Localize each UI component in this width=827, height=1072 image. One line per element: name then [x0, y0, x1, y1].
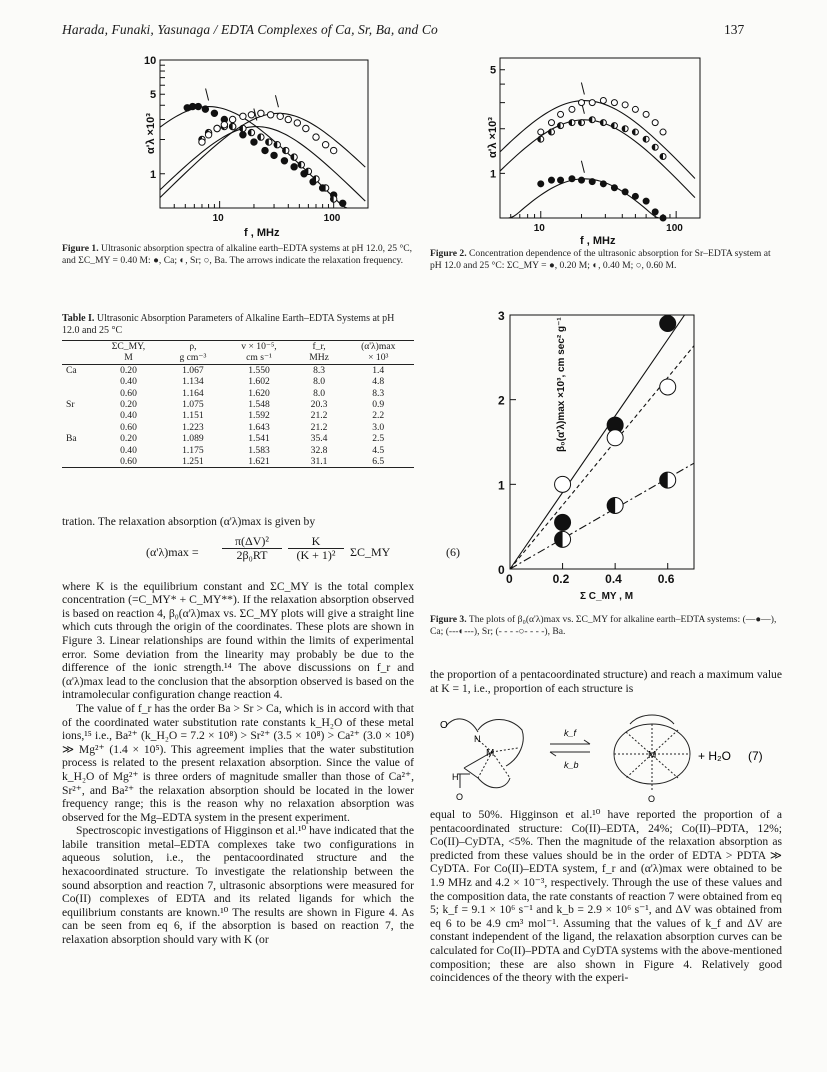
- figure-1-plot: [120, 52, 380, 242]
- figure-1-point-ba: [229, 116, 235, 122]
- equation-7: [430, 708, 782, 804]
- eq6-k-denominator: (K + 1)²: [296, 548, 336, 563]
- figure-3-point-sr-half: [607, 498, 615, 514]
- figure-1-y-tick-label: 5: [150, 89, 157, 102]
- figure-1-y-tick-label: 10: [144, 55, 157, 67]
- table-cell: 8.0: [313, 376, 326, 388]
- figure-2-point-0: [652, 209, 658, 215]
- table-1-title-text: Ultrasonic Absorption Parameters of Alkaline Earth–EDTA Systems at pH 12.0 and 25 °C: [62, 313, 395, 336]
- table-cell: 2.5: [372, 433, 385, 445]
- table-1-header-cell: v × 10⁻⁵,: [222, 341, 295, 353]
- figure-3-point-sr-half: [660, 472, 668, 488]
- figure-1-y-axis-label: α'λ ×10³: [145, 113, 157, 154]
- figure-2-point-0: [643, 198, 649, 204]
- eq6-number: (6): [446, 544, 460, 559]
- figure-3-y-tick-label: 2: [498, 393, 505, 408]
- paragraph-3: Spectroscopic investigations of Higginson et al.¹⁰ have indicated that the labile transition metal–EDTA complexes take two configurations in aqueous solution, i.e., the pentacoordinated structure and the hexacoordinated structure. To investigate the relationship between the sound absorption and reaction 7, ultrasonic absorptions were measured for Co(II) complexes of EDTA and its related ligands for which the equilibrium constants are known.¹⁰ The results are shown in Figure 4. As can be seen from eq 6, if the absorption is based on reaction 7, the relaxation absorption should vary with K (or: [62, 824, 414, 947]
- eq7-kb: k_b: [564, 760, 579, 770]
- table-cell: 4.5: [372, 444, 385, 456]
- eq7-m-right: M: [648, 750, 657, 761]
- table-cell: [62, 445, 94, 456]
- figure-2-point-0: [569, 176, 575, 182]
- figure-2-caption-label: Figure 2.: [430, 248, 467, 259]
- figure-2-x-tick-label: 100: [666, 223, 683, 234]
- table-cell: [62, 388, 94, 399]
- figure-1-point-ba: [258, 110, 264, 116]
- table-cell: [62, 376, 94, 387]
- table-cell: 0.20: [120, 433, 137, 445]
- figure-3-x-tick-label: 0.4: [605, 572, 622, 586]
- figure-1-frame: [160, 60, 368, 208]
- figure-2-x-axis-label: f , MHz: [580, 235, 616, 247]
- figure-2-point-0: [632, 193, 638, 199]
- figure-2-point-2: [632, 106, 638, 112]
- figure-2-y-tick-label: 5: [490, 64, 497, 77]
- figure-3-chart: [498, 309, 694, 602]
- table-cell: 21.2: [310, 421, 328, 433]
- page-number: 137: [724, 22, 745, 37]
- table-cell: 1.592: [248, 410, 270, 422]
- figure-1-point-ba: [205, 132, 211, 138]
- table-cell: 1.541: [248, 433, 270, 445]
- figure-3-x-tick-label: 0.2: [552, 572, 570, 586]
- left-column: [62, 515, 460, 947]
- figure-3-y-tick-label: 1: [498, 478, 505, 493]
- table-1-header-cell: cm s⁻¹: [222, 352, 295, 364]
- table-1-header-cell: f_r,: [296, 341, 343, 353]
- eq7-rhs: + H₂O: [698, 749, 731, 763]
- figure-3-point-ca: [660, 315, 676, 331]
- table-cell: 1.223: [182, 421, 204, 433]
- figure-3-frame: [510, 315, 694, 569]
- eq7-h-left: H: [452, 772, 459, 782]
- eq7-o-bottom-right: O: [648, 794, 656, 804]
- figure-1-point-ba: [221, 121, 227, 127]
- eq6-lhs: (α'λ)max =: [146, 544, 199, 559]
- figure-1-caption: [62, 243, 414, 266]
- table-cell: 1.548: [248, 399, 270, 411]
- figure-1-caption-text: Ultrasonic absorption spectra of alkaline earth–EDTA systems at pH 12.0, 25 °C, and ΣC_MY = 0.40 M: ●, Ca; ◐, Sr; ○, Ba. The arrows indicate the relaxation frequency.: [62, 243, 413, 266]
- paragraph-1: where K is the equilibrium constant and ΣC_MY is the total complex concentration (=C_MY* + C_MY**). If the relaxation absorption observed is based on reaction 4, β₀(α'λ)max vs. ΣC_MY plots will give a straight line which cuts through the origin of the coordinates. These plots are shown in Figure 3. Linear relationships are found within the limits of experimental error. Some deviation from the linearity may probably be due to the difference of the ionic strength.¹⁴ The above discussions on f_r and (α'λ)max lead to the conclusion that the absorption observed is based on the intramolecular configuration change reaction 4.: [62, 579, 414, 702]
- eq6-denominator: 2β₀RT: [236, 548, 268, 563]
- figure-2-point-0: [622, 189, 628, 195]
- figure-2-point-2: [579, 100, 585, 106]
- figure-1-point-ba: [313, 134, 319, 140]
- figure-1-point-ba: [240, 113, 246, 119]
- table-cell: 2.2: [372, 410, 385, 422]
- table-cell: Ca: [66, 364, 77, 376]
- figure-1-arrow-ba: [275, 95, 278, 107]
- table-cell: 32.8: [310, 444, 328, 456]
- figure-2-point-2: [660, 129, 666, 135]
- table-cell: 1.550: [248, 364, 270, 376]
- figure-3-plot: [480, 305, 720, 613]
- figure-3-point-ca: [555, 514, 571, 530]
- figure-2-curve-0: [500, 179, 695, 218]
- figure-3-fit-ca: [510, 315, 685, 569]
- figure-2-point-2: [611, 100, 617, 106]
- table-1-header-cell: M: [94, 352, 164, 364]
- figure-1-y-tick-label: 1: [150, 168, 157, 181]
- figure-3-x-axis-label: Σ C_MY , M: [580, 591, 634, 602]
- table-cell: 0.20: [120, 399, 137, 411]
- figure-3-x-tick-label: 0.6: [657, 572, 675, 586]
- table-1-header-cell: g cm⁻³: [163, 352, 222, 364]
- figure-1-point-ba: [330, 147, 336, 153]
- right-paragraph-2: equal to 50%. Higginson et al.¹⁰ have reported the proportion of a pentacoordinated structure: Co(II)–EDTA, 24%; Co(II)–PDTA, 12%; Co(II)–CyDTA, <5%. Then the magnitude of the relaxation absorption as predicted from these values should be in the order of EDTA > PDTA ≫ CyDTA. For Co(II)–EDTA system, f_r and (α'λ)max were obtained to be 1.9 MHz and 4.2 × 10⁻³, respectively. Through the use of these values and the composition data, the rate constants of reaction 7 were obtained from eq 5; k_f = 9.1 × 10⁶ s⁻¹ and k_b = 2.9 × 10⁶ s⁻¹, and ΔV was obtained from eq 6 to be 4.9 cm³ mol⁻¹. Assuming that the values of k_f and ΔV are constant independent of the ligand, the relaxation absorption curves can be calculated for Co(II)–PDTA and CyDTA systems with the above-mentioned composition; these are also shown in Figure 4. Relatively good coincidences of the theory with the experi-: [430, 808, 782, 985]
- table-cell: [62, 410, 94, 421]
- figure-2-point-0: [558, 177, 564, 183]
- figure-1-point-ca: [195, 103, 201, 109]
- table-cell: 1.620: [248, 387, 270, 399]
- table-1-header-cell: ρ,: [163, 341, 222, 353]
- table-1-header-cell: MHz: [296, 352, 343, 364]
- table-cell: 0.20: [120, 364, 137, 376]
- figure-1-point-ca: [240, 132, 246, 138]
- table-row: [62, 364, 414, 376]
- figure-2-x-tick-label: 10: [533, 223, 545, 234]
- right-column-bottom: [430, 808, 782, 985]
- table-1: [62, 340, 414, 468]
- figure-2-point-2: [538, 129, 544, 135]
- figure-2-y-axis-label: α'λ ×10³: [487, 117, 499, 158]
- table-row: [62, 410, 414, 421]
- table-cell: Ba: [66, 433, 77, 445]
- figure-1-point-ca: [281, 158, 287, 164]
- figure-2-point-2: [558, 111, 564, 117]
- figure-2-point-2: [643, 111, 649, 117]
- eq6-sum: ΣC_MY: [350, 544, 391, 559]
- figure-3-point-ba: [555, 476, 571, 492]
- figure-1-x-tick-label: 100: [323, 213, 341, 224]
- eq6-fraction-2: [288, 535, 344, 563]
- figure-2-point-0: [548, 177, 554, 183]
- eq6-numerator: π(ΔV)²: [222, 535, 282, 550]
- right-column-top: [430, 668, 782, 695]
- table-1-header-cell: [62, 341, 94, 353]
- table-cell: 0.60: [120, 387, 137, 399]
- figure-2-point-0: [611, 185, 617, 191]
- figure-3-x-tick-label: 0: [506, 572, 513, 586]
- table-row: [62, 376, 414, 387]
- figure-1-point-ba: [248, 112, 254, 118]
- table-cell: 8.0: [313, 387, 326, 399]
- table-cell: 1.089: [182, 433, 204, 445]
- eq7-n-left: N: [474, 734, 481, 744]
- table-cell: 1.4: [372, 364, 385, 376]
- table-1-header-cell: [62, 352, 94, 364]
- table-row: [62, 433, 414, 444]
- figure-1-curve-ba: [160, 113, 365, 197]
- table-cell: 35.4: [310, 433, 328, 445]
- eq7-number: (7): [748, 749, 763, 763]
- figure-1-point-ca: [251, 139, 257, 145]
- figure-2-point-2: [622, 102, 628, 108]
- table-cell: 1.621: [222, 456, 295, 468]
- figure-2-y-tick-label: 1: [490, 168, 497, 181]
- figure-1-point-ba: [199, 139, 205, 145]
- table-cell: 1.251: [163, 456, 222, 468]
- table-cell: 1.075: [182, 399, 204, 411]
- eq6-intro: tration. The relaxation absorption (α'λ)max is given by: [62, 515, 316, 528]
- table-cell: 0.9: [372, 399, 385, 411]
- table-cell: 21.2: [310, 410, 328, 422]
- figure-1-arrow-ca: [206, 89, 209, 101]
- right-paragraph-1: the proportion of a pentacoordinated structure) and reach a maximum value at K = 1, i.e., proportion of each structure is: [430, 668, 782, 695]
- figure-3-caption-label: Figure 3.: [430, 614, 467, 625]
- running-title: Harada, Funaki, Yasunaga / EDTA Complexes of Ca, Sr, Ba, and Co: [62, 22, 438, 37]
- table-1-header-row-1: [62, 341, 414, 353]
- figure-1-curve-ca: [160, 107, 347, 208]
- eq7-o-bottom-left: O: [456, 792, 464, 802]
- table-cell: 8.3: [372, 387, 385, 399]
- figure-1-point-ba: [303, 125, 309, 131]
- figure-2-point-0: [589, 179, 595, 185]
- table-cell: 8.3: [313, 364, 326, 376]
- figure-2-point-2: [548, 120, 554, 126]
- figure-3-caption-text: The plots of β₀(α'λ)max vs. ΣC_MY for alkaline earth–EDTA systems: (—●—), Ca; (---◐---), Sr; (- - - -○- - - -), Ba.: [430, 614, 777, 637]
- figure-1-point-ca: [211, 110, 217, 116]
- table-cell: 0.40: [120, 410, 137, 422]
- figure-1-x-tick-label: 10: [212, 213, 224, 224]
- table-cell: 1.151: [182, 410, 204, 422]
- table-cell: 6.5: [342, 456, 414, 468]
- table-cell: 1.583: [248, 444, 270, 456]
- table-cell: 1.134: [182, 376, 204, 388]
- figure-2-point-0: [579, 177, 585, 183]
- table-row: [62, 422, 414, 433]
- figure-2-point-2: [652, 120, 658, 126]
- figure-2-point-2: [569, 106, 575, 112]
- table-cell: 31.1: [296, 456, 343, 468]
- figure-1-point-ba: [294, 120, 300, 126]
- figure-1-point-ba: [277, 113, 283, 119]
- figure-2-arrow-2: [581, 83, 584, 95]
- paragraph-2: The value of f_r has the order Ba > Sr > Ca, which is in accord with that of the coordinated water substitution rate constants k_H₂O of these metal ions,¹⁵ i.e., Ba²⁺ (k_H₂O = 7.2 × 10⁸) > Sr²⁺ (3.5 × 10⁸) > Ca²⁺ (3.0 × 10⁸) ≫ Mg²⁺ (1.4 × 10⁵). This agreement implies that the water substitution process is related to the present relaxation absorption. Since the value of k_H₂O of Mg²⁺ is three orders of magnitude smaller than those of Ca²⁺, Sr²⁺, and Ba²⁺ the relaxation absorption should be located in the lower frequency range; this is the reason why no relaxation absorption was observed for the Mg–EDTA system in the present experiment.: [62, 701, 414, 824]
- table-row: [62, 445, 414, 456]
- table-cell: 1.164: [182, 387, 204, 399]
- table-cell: 0.60: [120, 421, 137, 433]
- figure-3-point-ba: [607, 430, 623, 446]
- eq7-o-left: O: [440, 720, 448, 731]
- figure-1-point-ca: [271, 152, 277, 158]
- table-1-header-row-2: [62, 352, 414, 364]
- table-cell: 3.0: [372, 421, 385, 433]
- table-cell: Sr: [66, 399, 75, 411]
- table-row: [62, 399, 414, 410]
- eq6-k-numerator: K: [288, 535, 344, 550]
- figure-3-y-tick-label: 3: [498, 309, 505, 323]
- figure-1-point-ca: [291, 164, 297, 170]
- eq7-kf: k_f: [564, 728, 577, 738]
- figure-2-frame: [500, 58, 700, 218]
- table-cell: 1.175: [182, 444, 204, 456]
- equation-6: [62, 533, 460, 577]
- table-1-grid: [62, 340, 414, 468]
- figure-3-point-sr-half: [555, 531, 563, 547]
- equilibrium-arrows: [550, 740, 590, 756]
- table-1-title: [62, 313, 412, 336]
- table-cell: 0.40: [120, 444, 137, 456]
- figure-3-y-axis-label: β₀(α'λ)max ×10³, cm sec² g⁻¹: [556, 317, 567, 452]
- figure-2-arrow-0: [581, 161, 584, 173]
- figure-2-curve-2: [500, 101, 695, 179]
- table-1-title-label: Table I.: [62, 313, 95, 324]
- table-cell: 0.60: [94, 456, 164, 468]
- figure-2-point-2: [600, 98, 606, 104]
- table-cell: [62, 456, 94, 468]
- table-cell: 20.3: [310, 399, 328, 411]
- figure-1-point-ba: [267, 112, 273, 118]
- eq7-m-left: M: [486, 748, 495, 759]
- figure-2-point-0: [660, 215, 666, 221]
- figure-1-point-ca: [262, 147, 268, 153]
- table-row: [62, 388, 414, 399]
- figure-3-caption: [430, 614, 780, 637]
- figure-2-caption-text: Concentration dependence of the ultrasonic absorption for Sr–EDTA system at pH 12.0 and 25 °C: ΣC_MY = ●, 0.20 M; ◐, 0.40 M; ○, 0.60 M.: [430, 248, 771, 271]
- figure-1-point-ba: [322, 142, 328, 148]
- figure-1-point-ca: [340, 200, 346, 206]
- figure-1-point-ca: [202, 106, 208, 112]
- figure-1-x-axis-label: f , MHz: [244, 227, 280, 239]
- table-cell: 1.602: [248, 376, 270, 388]
- table-cell: [62, 422, 94, 433]
- figure-2-point-0: [538, 181, 544, 187]
- figure-1-point-ba: [214, 125, 220, 131]
- figure-2-point-2: [589, 100, 595, 106]
- figure-3-y-tick-label: 0: [498, 563, 505, 577]
- figure-2-caption: [430, 248, 780, 271]
- figure-2-plot: [468, 52, 718, 250]
- figure-1-caption-label: Figure 1.: [62, 243, 99, 254]
- figure-2-chart: [487, 58, 700, 247]
- table-cell: 1.067: [182, 364, 204, 376]
- table-row: [62, 456, 414, 468]
- figure-1-point-ba: [285, 116, 291, 122]
- figure-3-point-ba: [660, 379, 676, 395]
- table-cell: 1.643: [248, 421, 270, 433]
- table-1-header-cell: (α'λ)max: [342, 341, 414, 353]
- table-1-header-cell: × 10³: [342, 352, 414, 364]
- figure-1-chart: [144, 55, 368, 239]
- figure-2-point-0: [600, 181, 606, 187]
- table-cell: 0.40: [120, 376, 137, 388]
- table-1-header-cell: ΣC_MY,: [94, 341, 164, 353]
- table-cell: 4.8: [372, 376, 385, 388]
- eq6-fraction-1: [222, 535, 282, 563]
